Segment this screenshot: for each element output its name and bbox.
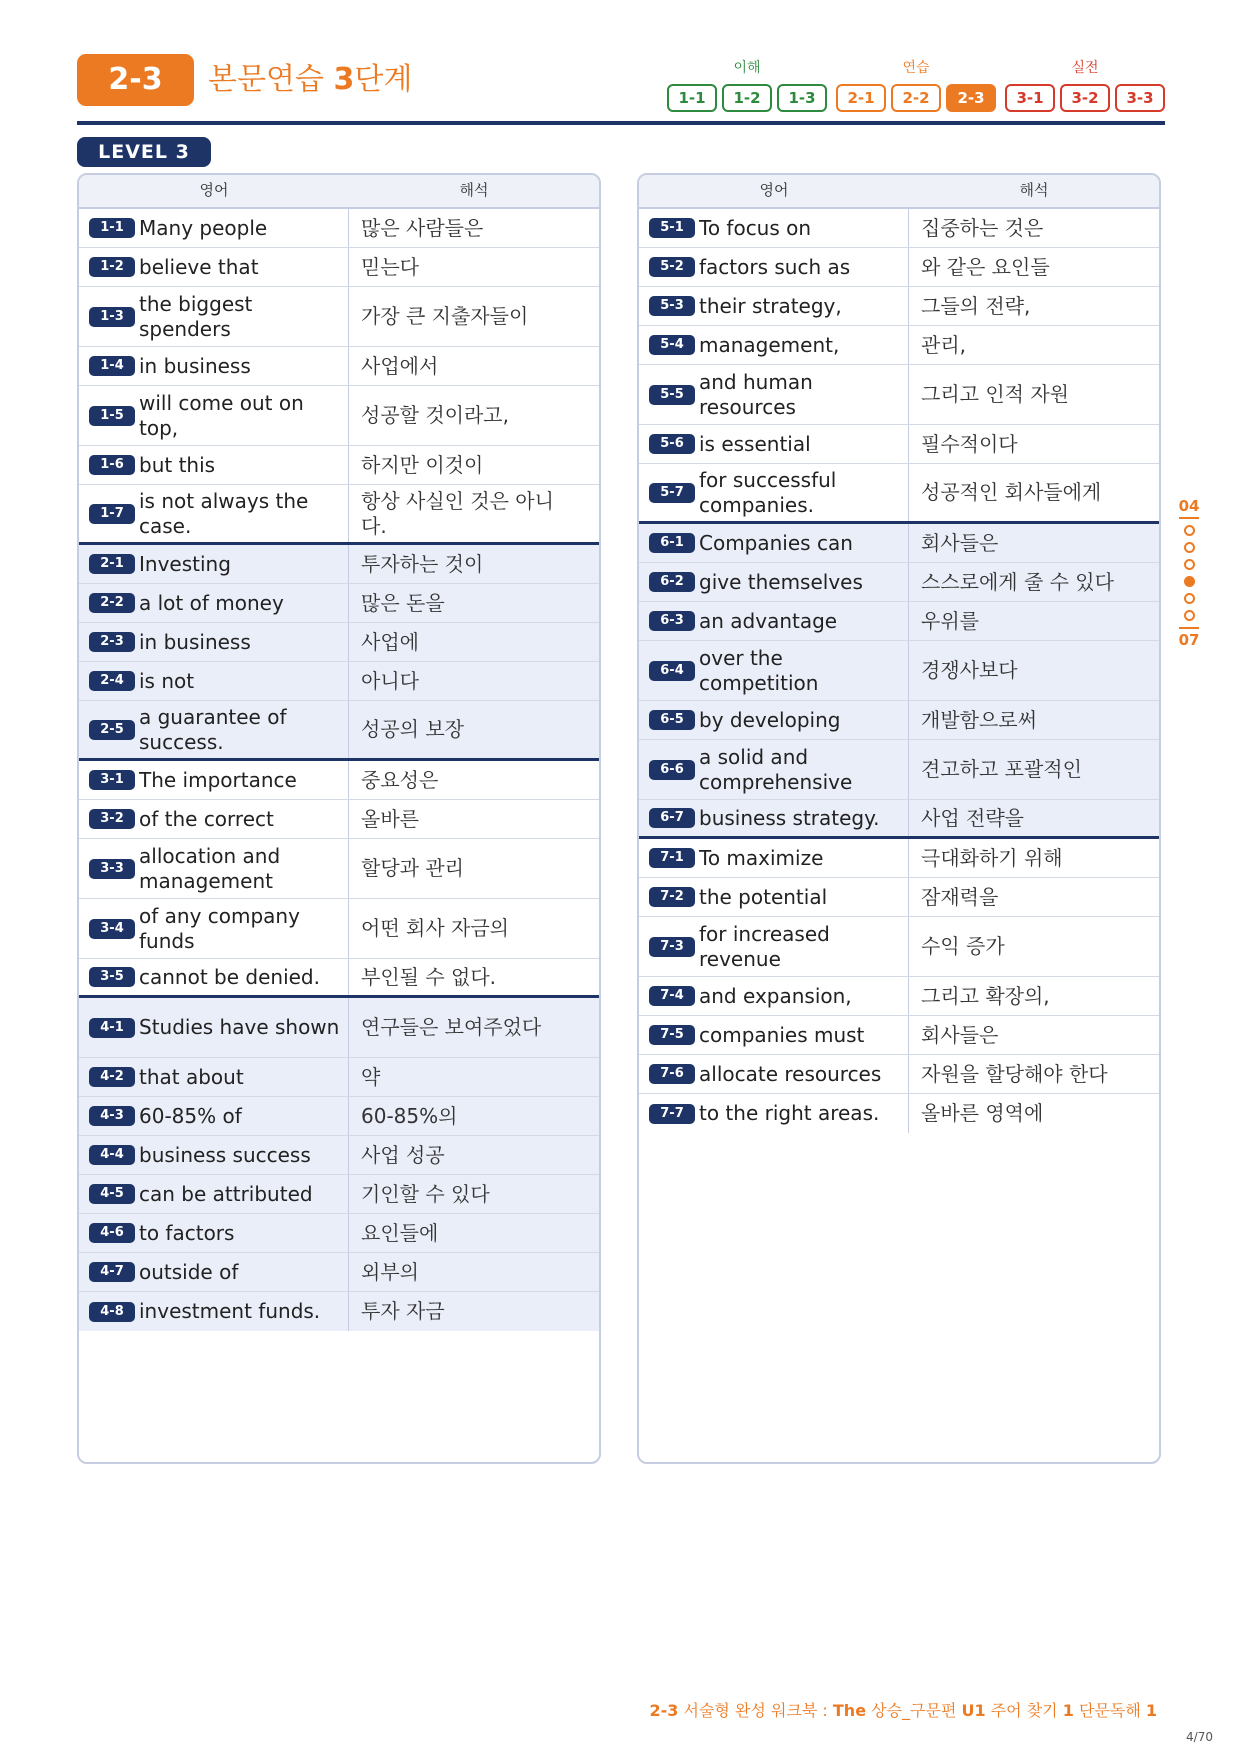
korean-translation: 아니다 bbox=[361, 668, 419, 693]
row-number-badge: 1-7 bbox=[89, 504, 135, 524]
korean-translation: 극대화하기 위해 bbox=[921, 845, 1063, 870]
row-number-badge: 4-5 bbox=[89, 1184, 135, 1204]
korean-translation: 약 bbox=[361, 1064, 381, 1089]
english-phrase: the potential bbox=[699, 884, 828, 909]
korean-translation: 하지만 이것이 bbox=[361, 452, 484, 477]
table-header bbox=[639, 175, 1159, 209]
footer-text: 단문독해 bbox=[1073, 1701, 1146, 1720]
step-1-3[interactable]: 1-3 bbox=[777, 84, 827, 112]
table-row bbox=[639, 524, 1159, 563]
english-cell bbox=[639, 641, 909, 700]
english-cell bbox=[79, 998, 349, 1057]
english-cell bbox=[639, 287, 909, 325]
english-phrase: Many people bbox=[139, 215, 268, 240]
table-row bbox=[79, 1136, 599, 1175]
right-table bbox=[637, 173, 1161, 1464]
row-number-badge: 7-6 bbox=[649, 1064, 695, 1084]
page-title-main: 본문연습 bbox=[208, 62, 334, 97]
english-phrase: factors such as bbox=[699, 254, 851, 279]
row-number-badge: 5-4 bbox=[649, 335, 695, 355]
english-phrase: To maximize bbox=[699, 845, 824, 870]
korean-translation: 믿는다 bbox=[361, 254, 419, 279]
english-phrase: 60-85% of bbox=[139, 1103, 242, 1128]
korean-translation: 그리고 확장의, bbox=[921, 983, 1050, 1008]
row-number-badge: 4-7 bbox=[89, 1262, 135, 1282]
table-row bbox=[639, 917, 1159, 977]
english-phrase: of any company funds bbox=[139, 903, 300, 953]
row-number-badge: 2-5 bbox=[89, 720, 135, 740]
row-number-badge: 6-7 bbox=[649, 808, 695, 828]
english-phrase: outside of bbox=[139, 1259, 239, 1284]
table-row bbox=[639, 641, 1159, 701]
row-number-badge: 7-7 bbox=[649, 1104, 695, 1124]
korean-translation: 요인들에 bbox=[361, 1220, 439, 1245]
korean-translation: 투자 자금 bbox=[361, 1299, 445, 1323]
english-cell bbox=[639, 524, 909, 562]
korean-translation: 사업에 bbox=[361, 629, 419, 654]
korean-translation: 경쟁사보다 bbox=[921, 658, 1018, 682]
row-number-badge: 1-6 bbox=[89, 455, 135, 475]
table-row bbox=[79, 1253, 599, 1292]
row-number-badge: 1-4 bbox=[89, 356, 135, 376]
english-cell bbox=[639, 701, 909, 739]
english-phrase: of the correct bbox=[139, 806, 274, 831]
english-cell bbox=[639, 209, 909, 247]
english-cell bbox=[79, 584, 349, 622]
step-group-understand bbox=[667, 60, 827, 112]
footer-title bbox=[650, 1698, 1157, 1721]
right-table-body bbox=[639, 209, 1159, 1133]
header-english: 영어 bbox=[199, 181, 229, 199]
row-number-badge: 5-2 bbox=[649, 257, 695, 277]
table-row bbox=[79, 545, 599, 584]
header-divider bbox=[77, 121, 1165, 125]
english-phrase: over the competition bbox=[699, 645, 819, 695]
korean-translation: 많은 돈을 bbox=[361, 590, 445, 615]
page-title bbox=[208, 58, 412, 102]
korean-translation: 우위를 bbox=[921, 608, 979, 633]
footer-num: 1 bbox=[1062, 1701, 1074, 1720]
english-cell bbox=[79, 623, 349, 661]
korean-translation: 사업 전략을 bbox=[921, 805, 1024, 830]
table-row bbox=[639, 839, 1159, 878]
table-row bbox=[639, 287, 1159, 326]
side-nav-bar bbox=[1179, 627, 1199, 629]
row-number-badge: 5-5 bbox=[649, 385, 695, 405]
table-row bbox=[79, 839, 599, 899]
korean-translation: 필수적이다 bbox=[921, 431, 1018, 456]
row-number-badge: 5-1 bbox=[649, 218, 695, 238]
english-cell bbox=[79, 347, 349, 385]
english-phrase: Investing bbox=[139, 551, 231, 576]
step-1-1[interactable]: 1-1 bbox=[667, 84, 717, 112]
step-3-2[interactable]: 3-2 bbox=[1060, 84, 1110, 112]
section-badge: 2-3 bbox=[77, 54, 194, 106]
table-row bbox=[79, 899, 599, 959]
table-row bbox=[639, 1016, 1159, 1055]
side-nav-dot[interactable] bbox=[1184, 610, 1195, 621]
row-number-badge: 7-3 bbox=[649, 937, 695, 957]
side-nav-dot-active[interactable] bbox=[1184, 576, 1195, 587]
row-number-badge: 4-1 bbox=[89, 1018, 135, 1038]
english-cell bbox=[79, 1292, 349, 1331]
side-nav-start: 04 bbox=[1178, 497, 1200, 515]
table-row bbox=[639, 800, 1159, 839]
table-row bbox=[79, 248, 599, 287]
table-row bbox=[79, 623, 599, 662]
page-title-step: 3 bbox=[333, 62, 355, 97]
english-phrase: investment funds. bbox=[139, 1299, 321, 1323]
english-cell bbox=[639, 800, 909, 836]
step-2-1[interactable]: 2-1 bbox=[836, 84, 886, 112]
row-number-badge: 3-3 bbox=[89, 859, 135, 879]
row-number-badge: 2-1 bbox=[89, 554, 135, 574]
row-number-badge: 2-3 bbox=[89, 632, 135, 652]
korean-translation: 사업 성공 bbox=[361, 1142, 445, 1167]
table-row bbox=[79, 1214, 599, 1253]
unit-side-nav bbox=[1178, 497, 1200, 649]
step-1-2[interactable]: 1-2 bbox=[722, 84, 772, 112]
korean-translation: 자원을 할당해야 한다 bbox=[921, 1061, 1108, 1086]
english-cell bbox=[639, 248, 909, 286]
english-phrase: is not always the case. bbox=[139, 488, 309, 538]
english-cell bbox=[79, 959, 349, 995]
side-nav-dots bbox=[1178, 525, 1200, 621]
table-row bbox=[639, 563, 1159, 602]
side-nav-dot[interactable] bbox=[1184, 593, 1195, 604]
header-translation: 해석 bbox=[1019, 181, 1049, 199]
english-phrase: and human resources bbox=[699, 369, 813, 419]
table-row bbox=[79, 1175, 599, 1214]
korean-translation: 수익 증가 bbox=[921, 934, 1005, 958]
english-phrase: can be attributed bbox=[139, 1181, 313, 1206]
english-cell bbox=[79, 287, 349, 346]
header-english: 영어 bbox=[759, 181, 789, 199]
english-phrase: an advantage bbox=[699, 608, 838, 633]
row-number-badge: 6-5 bbox=[649, 710, 695, 730]
step-2-2[interactable]: 2-2 bbox=[891, 84, 941, 112]
side-nav-dot[interactable] bbox=[1184, 525, 1195, 536]
footer-text: 상승_구문편 bbox=[866, 1701, 962, 1720]
row-number-badge: 3-2 bbox=[89, 809, 135, 829]
english-cell bbox=[79, 386, 349, 445]
english-cell bbox=[79, 1058, 349, 1096]
footer-code: 2-3 bbox=[649, 1701, 679, 1720]
row-number-badge: 4-6 bbox=[89, 1223, 135, 1243]
table-row bbox=[639, 701, 1159, 740]
table-row bbox=[79, 998, 599, 1058]
english-phrase: To focus on bbox=[699, 215, 812, 240]
row-number-badge: 2-2 bbox=[89, 593, 135, 613]
left-table-body bbox=[79, 209, 599, 1331]
row-number-badge: 2-4 bbox=[89, 671, 135, 691]
english-cell bbox=[639, 878, 909, 916]
row-number-badge: 7-2 bbox=[649, 887, 695, 907]
english-phrase: is not bbox=[139, 668, 195, 693]
row-number-badge: 6-6 bbox=[649, 760, 695, 780]
table-row bbox=[639, 209, 1159, 248]
table-header bbox=[79, 175, 599, 209]
korean-translation: 회사들은 bbox=[921, 1022, 999, 1047]
row-number-badge: 6-3 bbox=[649, 611, 695, 631]
table-row bbox=[79, 485, 599, 545]
english-phrase: The importance bbox=[139, 767, 297, 792]
side-nav-end: 07 bbox=[1178, 631, 1200, 649]
english-phrase: business success bbox=[139, 1142, 311, 1167]
english-phrase: a lot of money bbox=[139, 590, 284, 615]
korean-translation: 항상 사실인 것은 아니다. bbox=[361, 488, 554, 538]
english-cell bbox=[79, 1214, 349, 1252]
english-phrase: allocate resources bbox=[699, 1061, 882, 1086]
english-cell bbox=[639, 917, 909, 976]
row-number-badge: 4-2 bbox=[89, 1067, 135, 1087]
english-cell bbox=[79, 1175, 349, 1213]
table-row bbox=[639, 602, 1159, 641]
english-phrase: allocation and management bbox=[139, 843, 281, 893]
table-row bbox=[639, 977, 1159, 1016]
table-row bbox=[639, 464, 1159, 524]
row-number-badge: 4-3 bbox=[89, 1106, 135, 1126]
korean-translation: 사업에서 bbox=[361, 353, 439, 378]
row-number-badge: 3-4 bbox=[89, 919, 135, 939]
table-row bbox=[639, 1055, 1159, 1094]
korean-translation: 회사들은 bbox=[921, 530, 999, 555]
english-cell bbox=[79, 1136, 349, 1174]
english-phrase: Companies can bbox=[699, 530, 853, 555]
footer-text: 주어 찾기 bbox=[985, 1701, 1063, 1720]
row-number-badge: 4-4 bbox=[89, 1145, 135, 1165]
english-cell bbox=[639, 1055, 909, 1093]
row-number-badge: 6-4 bbox=[649, 661, 695, 681]
korean-translation: 잠재력을 bbox=[921, 884, 999, 909]
row-number-badge: 1-2 bbox=[89, 257, 135, 277]
table-row bbox=[79, 1058, 599, 1097]
english-cell bbox=[639, 563, 909, 601]
table-row bbox=[639, 1094, 1159, 1133]
korean-translation: 가장 큰 지출자들이 bbox=[361, 304, 529, 328]
table-row bbox=[639, 740, 1159, 800]
side-nav-dot[interactable] bbox=[1184, 542, 1195, 553]
korean-translation: 성공적인 회사들에게 bbox=[921, 480, 1102, 504]
step-group-practice bbox=[836, 60, 996, 112]
row-number-badge: 7-4 bbox=[649, 986, 695, 1006]
english-phrase: in business bbox=[139, 353, 251, 378]
side-nav-dot[interactable] bbox=[1184, 559, 1195, 570]
korean-translation: 중요성은 bbox=[361, 767, 439, 792]
english-phrase: give themselves bbox=[699, 569, 863, 594]
row-number-badge: 1-5 bbox=[89, 406, 135, 426]
korean-translation: 성공의 보장 bbox=[361, 717, 464, 741]
table-row bbox=[639, 878, 1159, 917]
english-cell bbox=[79, 485, 349, 542]
korean-translation: 와 같은 요인들 bbox=[921, 254, 1050, 279]
korean-translation: 견고하고 포괄적인 bbox=[921, 757, 1082, 781]
korean-translation: 스스로에게 줄 수 있다 bbox=[921, 569, 1114, 594]
step-group-real bbox=[1005, 60, 1165, 112]
english-cell bbox=[639, 740, 909, 799]
english-phrase: cannot be denied. bbox=[139, 964, 320, 989]
korean-translation: 기인할 수 있다 bbox=[361, 1181, 490, 1206]
korean-translation: 부인될 수 없다. bbox=[361, 964, 496, 989]
english-cell bbox=[639, 464, 909, 521]
row-number-badge: 1-3 bbox=[89, 307, 135, 327]
english-cell bbox=[79, 662, 349, 700]
english-phrase: the biggest spenders bbox=[139, 291, 253, 341]
english-phrase: their strategy, bbox=[699, 293, 842, 318]
english-phrase: a guarantee of success. bbox=[139, 704, 287, 754]
table-row bbox=[79, 1097, 599, 1136]
table-row bbox=[79, 287, 599, 347]
english-phrase: to the right areas. bbox=[699, 1101, 880, 1125]
english-cell bbox=[639, 1094, 909, 1133]
footer-num: 1 bbox=[1145, 1701, 1157, 1720]
english-cell bbox=[79, 800, 349, 838]
korean-translation: 많은 사람들은 bbox=[361, 215, 484, 240]
page-number: 4/70 bbox=[1186, 1730, 1213, 1744]
english-phrase: for increased revenue bbox=[699, 921, 830, 971]
step-2-3-active[interactable]: 2-3 bbox=[946, 84, 996, 112]
english-cell bbox=[639, 365, 909, 424]
korean-translation: 올바른 bbox=[361, 806, 419, 831]
english-phrase: believe that bbox=[139, 254, 259, 279]
header-translation: 해석 bbox=[459, 181, 489, 199]
korean-translation: 외부의 bbox=[361, 1259, 419, 1284]
table-row bbox=[79, 347, 599, 386]
level-badge: LEVEL 3 bbox=[77, 137, 211, 167]
row-number-badge: 3-5 bbox=[89, 967, 135, 987]
english-phrase: Studies have shown bbox=[139, 1015, 340, 1039]
footer-brand: The bbox=[832, 1701, 867, 1720]
table-row bbox=[79, 446, 599, 485]
english-cell bbox=[639, 839, 909, 877]
korean-translation: 관리, bbox=[921, 332, 966, 357]
english-cell bbox=[639, 326, 909, 364]
english-phrase: a solid and comprehensive bbox=[699, 744, 853, 794]
english-cell bbox=[639, 425, 909, 463]
table-row bbox=[79, 800, 599, 839]
table-row bbox=[639, 365, 1159, 425]
korean-translation: 어떤 회사 자금의 bbox=[361, 916, 509, 940]
english-phrase: to factors bbox=[139, 1220, 235, 1245]
korean-translation: 집중하는 것은 bbox=[921, 215, 1044, 240]
footer-text: 서술형 완성 워크북 : bbox=[678, 1701, 833, 1720]
english-cell bbox=[79, 1253, 349, 1291]
table-row bbox=[79, 386, 599, 446]
english-cell bbox=[79, 446, 349, 484]
english-phrase: business strategy. bbox=[699, 805, 880, 830]
table-row bbox=[639, 248, 1159, 287]
table-row bbox=[79, 761, 599, 800]
row-number-badge: 7-5 bbox=[649, 1025, 695, 1045]
korean-translation: 개발함으로써 bbox=[921, 707, 1037, 732]
english-cell bbox=[79, 899, 349, 958]
english-cell bbox=[79, 1097, 349, 1135]
korean-translation: 올바른 영역에 bbox=[921, 1101, 1044, 1125]
step-group-label: 연습 bbox=[902, 60, 930, 76]
step-group-label: 이해 bbox=[733, 60, 761, 76]
step-3-3[interactable]: 3-3 bbox=[1115, 84, 1165, 112]
table-row bbox=[79, 1292, 599, 1331]
row-number-badge: 7-1 bbox=[649, 848, 695, 868]
english-cell bbox=[79, 839, 349, 898]
english-cell bbox=[79, 545, 349, 583]
side-nav-bar bbox=[1179, 517, 1199, 519]
table-row bbox=[639, 326, 1159, 365]
step-group-label: 실전 bbox=[1071, 60, 1099, 76]
step-3-1[interactable]: 3-1 bbox=[1005, 84, 1055, 112]
page-title-tail: 단계 bbox=[354, 62, 413, 97]
english-cell bbox=[79, 248, 349, 286]
english-phrase: but this bbox=[139, 452, 216, 477]
table-row bbox=[79, 701, 599, 761]
korean-translation: 연구들은 보여주었다 bbox=[361, 1015, 542, 1039]
row-number-badge: 3-1 bbox=[89, 770, 135, 790]
row-number-badge: 5-6 bbox=[649, 434, 695, 454]
row-number-badge: 4-8 bbox=[89, 1302, 135, 1322]
table-row bbox=[79, 662, 599, 701]
english-cell bbox=[639, 1016, 909, 1054]
table-row bbox=[79, 959, 599, 998]
row-number-badge: 6-1 bbox=[649, 533, 695, 553]
english-phrase: will come out on top, bbox=[139, 390, 304, 440]
english-phrase: by developing bbox=[699, 707, 841, 732]
english-cell bbox=[639, 602, 909, 640]
english-phrase: for successful companies. bbox=[699, 467, 837, 517]
english-phrase: management, bbox=[699, 332, 840, 357]
english-phrase: is essential bbox=[699, 431, 811, 456]
row-number-badge: 6-2 bbox=[649, 572, 695, 592]
english-phrase: companies must bbox=[699, 1022, 865, 1047]
table-row bbox=[639, 425, 1159, 464]
english-phrase: and expansion, bbox=[699, 983, 852, 1008]
english-cell bbox=[79, 761, 349, 799]
korean-translation: 그들의 전략, bbox=[921, 293, 1031, 318]
row-number-badge: 5-7 bbox=[649, 483, 695, 503]
english-phrase: in business bbox=[139, 629, 251, 654]
footer-unit: U1 bbox=[961, 1701, 986, 1720]
korean-translation: 성공할 것이라고, bbox=[361, 403, 509, 427]
left-table bbox=[77, 173, 601, 1464]
table-row bbox=[79, 584, 599, 623]
korean-translation: 그리고 인적 자원 bbox=[921, 382, 1069, 406]
row-number-badge: 1-1 bbox=[89, 218, 135, 238]
english-cell bbox=[639, 977, 909, 1015]
korean-translation: 할당과 관리 bbox=[361, 856, 464, 880]
korean-translation: 60-85%의 bbox=[361, 1103, 458, 1128]
english-cell bbox=[79, 701, 349, 758]
row-number-badge: 5-3 bbox=[649, 296, 695, 316]
table-row bbox=[79, 209, 599, 248]
english-cell bbox=[79, 209, 349, 247]
english-phrase: that about bbox=[139, 1064, 244, 1089]
korean-translation: 투자하는 것이 bbox=[361, 551, 484, 576]
